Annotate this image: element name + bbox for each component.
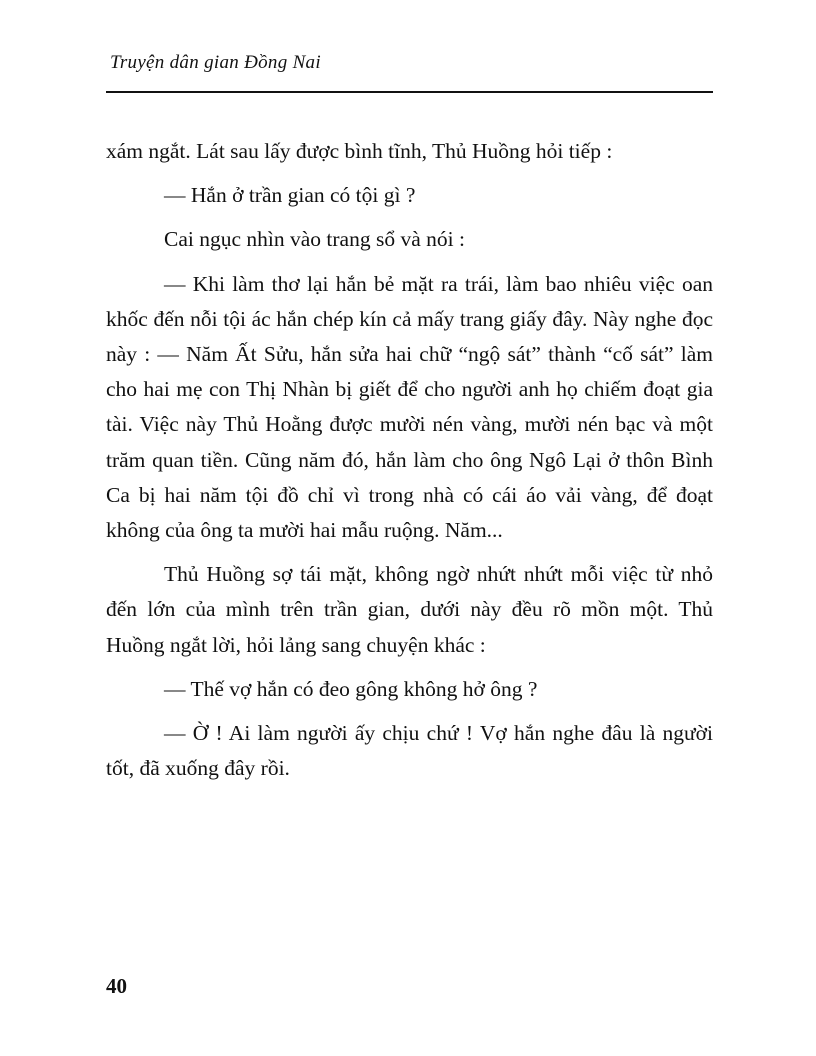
- paragraph: xám ngắt. Lát sau lấy được bình tĩnh, Thủ Huồng hỏi tiếp :: [106, 139, 613, 163]
- paragraph: Cai ngục nhìn vào trang sổ và nói :: [164, 227, 465, 252]
- dialogue-line: — Ờ ! Ai làm người ấy chịu chứ ! Vợ hắn nghe đâu là người tốt, đã xuống đây rồi.: [106, 721, 713, 781]
- dialogue-line: — Hắn ở trần gian có tội gì ?: [164, 183, 416, 208]
- page-number: 40: [106, 974, 127, 998]
- dialogue-line: — Khi làm thơ lại hắn bẻ mặt ra trái, làm bao nhiêu việc oan khốc đến nỗi tội ác hắn chép kín cả mấy trang giấy đây. Này nghe đọc này : — Năm Ất Sửu, hắn sửa hai chữ “ngộ sát” thành “cố sát” làm cho hai mẹ con Thị Nhàn bị giết để cho người anh họ chiếm đoạt gia tài. Việc này Thủ Hoằng được mười nén vàng, mười nén bạc và một trăm quan tiền. Cũng năm đó, hắn làm cho ông Ngô Lại ở thôn Bình Ca bị hai năm tội đồ chỉ vì trong nhà có cái áo vải vàng, để đoạt không của ông ta mười hai mẫu ruộng. Năm...: [106, 271, 713, 543]
- header-rule: [106, 91, 713, 93]
- paragraph: Thủ Huồng sợ tái mặt, không ngờ nhứt nhứt mỗi việc từ nhỏ đến lớn của mình trên trần gian, dưới này đều rõ mồn một. Thủ Huồng ngắt lời, hỏi lảng sang chuyện khác :: [106, 562, 713, 657]
- dialogue-line: — Thế vợ hắn có đeo gông không hở ông ?: [164, 676, 538, 701]
- running-header: Truyện dân gian Đồng Nai: [110, 52, 321, 73]
- body-text: [106, 134, 713, 786]
